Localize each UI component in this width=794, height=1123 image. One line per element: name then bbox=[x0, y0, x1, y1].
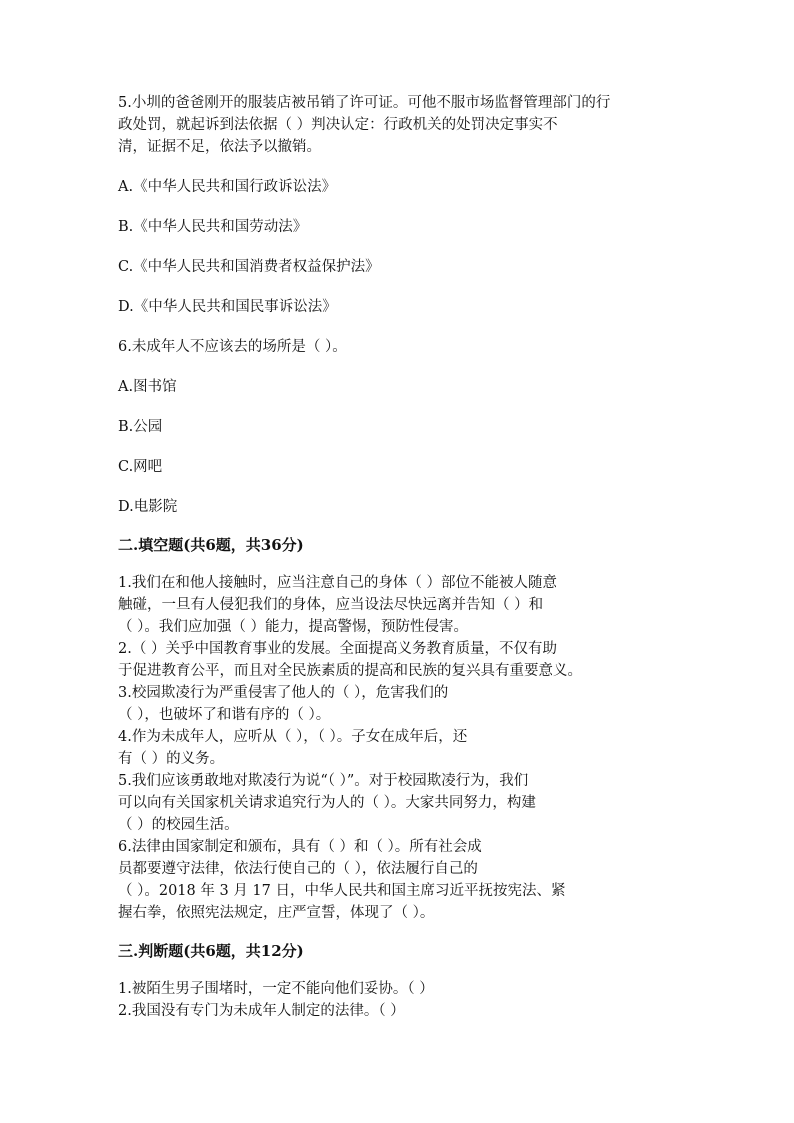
question-5-line-1: 5.小圳的爸爸刚开的服装店被吊销了许可证。可他不服市场监督管理部门的行 bbox=[118, 95, 611, 111]
question-5-option-c: C.《中华人民共和国消费者权益保护法》 bbox=[118, 259, 380, 275]
question-5-line-2: 政处罚，就起诉到法依据（ ）判决认定：行政机关的处罚决定事实不 bbox=[118, 117, 558, 133]
fill-line: 5.我们应该勇敢地对欺凌行为说“（ ）”。对于校园欺凌行为，我们 bbox=[118, 773, 529, 789]
fill-in-blank-questions bbox=[118, 572, 678, 924]
true-false-questions bbox=[118, 978, 678, 1022]
fill-line: 触碰，一旦有人侵犯我们的身体，应当设法尽快远离并告知（ ）和 bbox=[118, 597, 544, 613]
question-6-option-d: D.电影院 bbox=[118, 499, 178, 515]
fill-line: （ ）。2018 年 3 月 17 日，中华人民共和国主席习近平抚按宪法、紧 bbox=[118, 883, 566, 899]
fill-line: 3.校园欺凌行为严重侵害了他人的（ ），危害我们的 bbox=[118, 685, 449, 701]
exam-page bbox=[118, 92, 678, 1022]
fill-line: 握右拳，依照宪法规定，庄严宣誓，体现了（ ）。 bbox=[118, 905, 435, 921]
question-6-option-c: C.网吧 bbox=[118, 459, 163, 475]
fill-line: 有（ ）的义务。 bbox=[118, 751, 225, 767]
fill-line: 6.法律由国家制定和颁布，具有（ ）和（ ）。所有社会成 bbox=[118, 839, 482, 855]
fill-line: （ ），也破坏了和谐有序的（ ）。 bbox=[118, 707, 331, 723]
judge-line: 1.被陌生男子围堵时，一定不能向他们妥协。（ ） bbox=[118, 981, 434, 997]
fill-line: （ ）的校园生活。 bbox=[118, 817, 239, 833]
fill-line: 于促进教育公平，而且对全民族素质的提高和民族的复兴具有重要意义。 bbox=[118, 663, 582, 679]
question-5 bbox=[118, 92, 678, 318]
section-2-title: 二.填空题(共6题，共36分) bbox=[118, 536, 304, 554]
question-5-option-b: B.《中华人民共和国劳动法》 bbox=[118, 219, 308, 235]
fill-line: 可以向有关国家机关请求追究行为人的（ ）。大家共同努力，构建 bbox=[118, 795, 536, 811]
section-3-title: 三.判断题(共6题，共12分) bbox=[118, 942, 304, 960]
judge-line: 2.我国没有专门为未成年人制定的法律。（ ） bbox=[118, 1003, 405, 1019]
fill-line: 4.作为未成年人，应听从（ ），（ ）。子女在成年后，还 bbox=[118, 729, 468, 745]
section-fill-in-blank bbox=[118, 534, 678, 924]
question-6-option-a: A.图书馆 bbox=[118, 379, 177, 395]
question-6-option-b: B.公园 bbox=[118, 419, 163, 435]
question-5-option-d: D.《中华人民共和国民事诉讼法》 bbox=[118, 299, 337, 315]
fill-line: （ ）。我们应加强（ ）能力，提高警惕，预防性侵害。 bbox=[118, 619, 468, 635]
question-5-option-a: A.《中华人民共和国行政诉讼法》 bbox=[118, 179, 337, 195]
question-6 bbox=[118, 336, 678, 518]
fill-line: 员都要遵守法律，依法行使自己的（ ），依法履行自己的 bbox=[118, 861, 478, 877]
fill-line: 1.我们在和他人接触时，应当注意自己的身体（ ）部位不能被人随意 bbox=[118, 575, 557, 591]
fill-line: 2.（ ）关乎中国教育事业的发展。全面提高义务教育质量，不仅有助 bbox=[118, 641, 557, 657]
section-true-false bbox=[118, 940, 678, 1022]
question-5-line-3: 清，证据不足，依法予以撤销。 bbox=[118, 139, 321, 155]
question-6-stem: 6.未成年人不应该去的场所是（ ）。 bbox=[118, 339, 347, 355]
